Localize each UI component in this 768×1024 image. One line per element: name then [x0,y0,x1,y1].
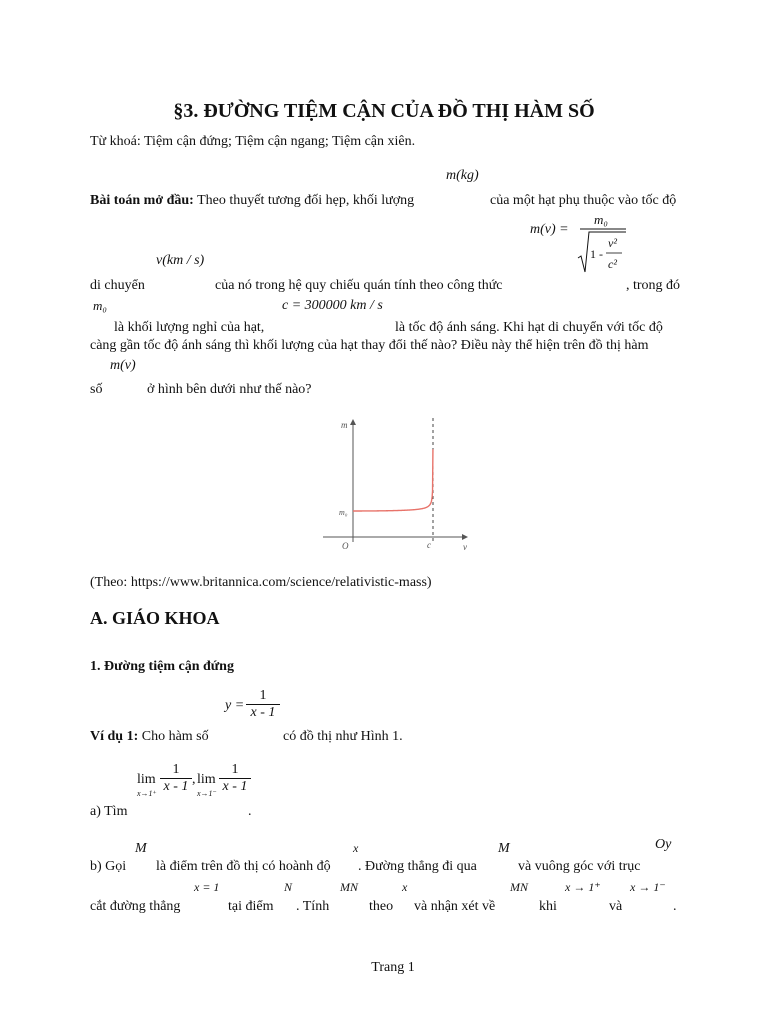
light-speed-value: c = 300000 km / s [282,298,383,313]
intro-label: Bài toán mở đầu: [90,193,194,208]
page-title: §3. ĐƯỜNG TIỆM CẬN CỦA ĐỒ THỊ HÀM SỐ [173,100,595,122]
part-b-2b: tại điểm [228,899,274,914]
mass-unit-math: m(kg) [446,168,479,183]
function-symbol: m(v) [110,358,136,373]
y-axis-label: m [341,420,348,430]
rest-mass-symbol: m₀ [93,298,107,313]
formula-one-minus: 1 - [590,247,603,261]
x-axis-label: v [463,542,467,552]
lim1-den: x - 1 [163,779,189,794]
part-b-2f: khi [539,899,557,914]
formula-c-squared: c² [608,257,617,271]
lim2-num: 1 [219,762,251,779]
example-text-b: có đồ thị như Hình 1. [283,729,403,744]
part-b-2a: cắt đường thẳng [90,899,181,914]
formula-v-squared: v² [608,236,617,250]
lim2-sub: x→1⁻ [197,789,217,798]
intro-text-4: càng gần tốc độ ánh sáng thì khối lượng của hạt thay đổi thế nào? Điều này thể hiện trên đồ thị hàm [90,338,649,353]
example-fraction-den: x - 1 [250,705,276,720]
subsection-1-heading: 1. Đường tiệm cận đứng [90,659,234,674]
lim1-word: lim [137,772,156,787]
lim1-num: 1 [160,762,192,779]
part-a-text: a) Tìm [90,804,128,819]
c-label: c [427,540,431,550]
example-label: Ví dụ 1: [90,729,139,744]
example-text-a: Cho hàm số [141,729,209,744]
velocity-unit-math: v(km / s) [156,253,205,268]
part-b-2d: theo [369,899,394,914]
relativistic-mass-graph [315,414,475,559]
intro-text-1a: Theo thuyết tương đối hẹp, khối lượng [197,193,415,208]
sym-x-to-1-minus: x → 1⁻ [630,880,666,894]
formula-numerator: m₀ [594,212,608,227]
sym-MN2: MN [510,880,528,894]
example-y-eq: y = [225,698,245,713]
example-line [90,729,209,745]
part-b-1d: và vuông góc với trục [518,859,641,874]
part-b-2g: và [609,899,623,914]
m0-label: m₀ [339,508,348,517]
intro-text-3b: là tốc độ ánh sáng. Khi hạt di chuyển với tốc độ [395,320,663,335]
intro-text-5a: số [90,382,103,397]
sym-x-eq-1: x = 1 [194,880,220,894]
part-b-1b: là điểm trên đồ thị có hoành độ [156,859,331,874]
mass-curve [353,449,433,511]
sym-M2: M [498,841,510,856]
part-b-1a: b) Gọi [90,859,127,874]
section-a-heading: A. GIÁO KHOA [90,608,220,628]
lim2-fraction [219,762,251,795]
origin-label: O [342,541,349,551]
sym-x-to-1-plus: x → 1⁺ [565,880,601,894]
formula-lhs: m(v) = [530,222,569,237]
intro-line-1 [90,193,414,209]
intro-text-2b: của nó trong hệ quy chiếu quán tính theo công thức [215,278,503,293]
example-fraction-num: 1 [246,688,280,705]
formula-fraction-sqrt [576,220,636,280]
lim-comma: , [192,772,196,787]
sym-N: N [284,880,293,894]
page-footer: Trang 1 [371,960,415,975]
example-fraction [246,688,280,721]
lim1-sub: x→1⁺ [137,789,157,798]
intro-text-2a: di chuyển [90,278,145,293]
intro-text-2c: , trong đó [626,278,681,293]
sym-M: M [135,841,147,856]
part-b-1c: . Đường thẳng đi qua [358,859,477,874]
lim1-fraction [160,762,192,795]
part-b-2c: . Tính [296,899,330,914]
sym-x: x [353,841,359,855]
sym-x2: x [402,880,408,894]
keywords-line: Từ khoá: Tiệm cận đứng; Tiệm cận ngang; Tiệm cận xiên. [90,134,416,149]
sym-Oy: Oy [655,837,672,852]
intro-text-1b: của một hạt phụ thuộc vào tốc độ [490,193,677,208]
part-b-2e: và nhận xét về [414,899,496,914]
lim2-den: x - 1 [222,779,248,794]
part-b-2h: . [673,899,677,914]
intro-text-5b: ở hình bên dưới như thế nào? [147,382,312,397]
intro-text-3a: là khối lượng nghỉ của hạt, [114,320,265,335]
source-citation: (Theo: https://www.britannica.com/science/relativistic-mass) [90,575,432,590]
sym-MN: MN [340,880,358,894]
lim2-word: lim [197,772,216,787]
part-a-end: . [248,804,252,819]
